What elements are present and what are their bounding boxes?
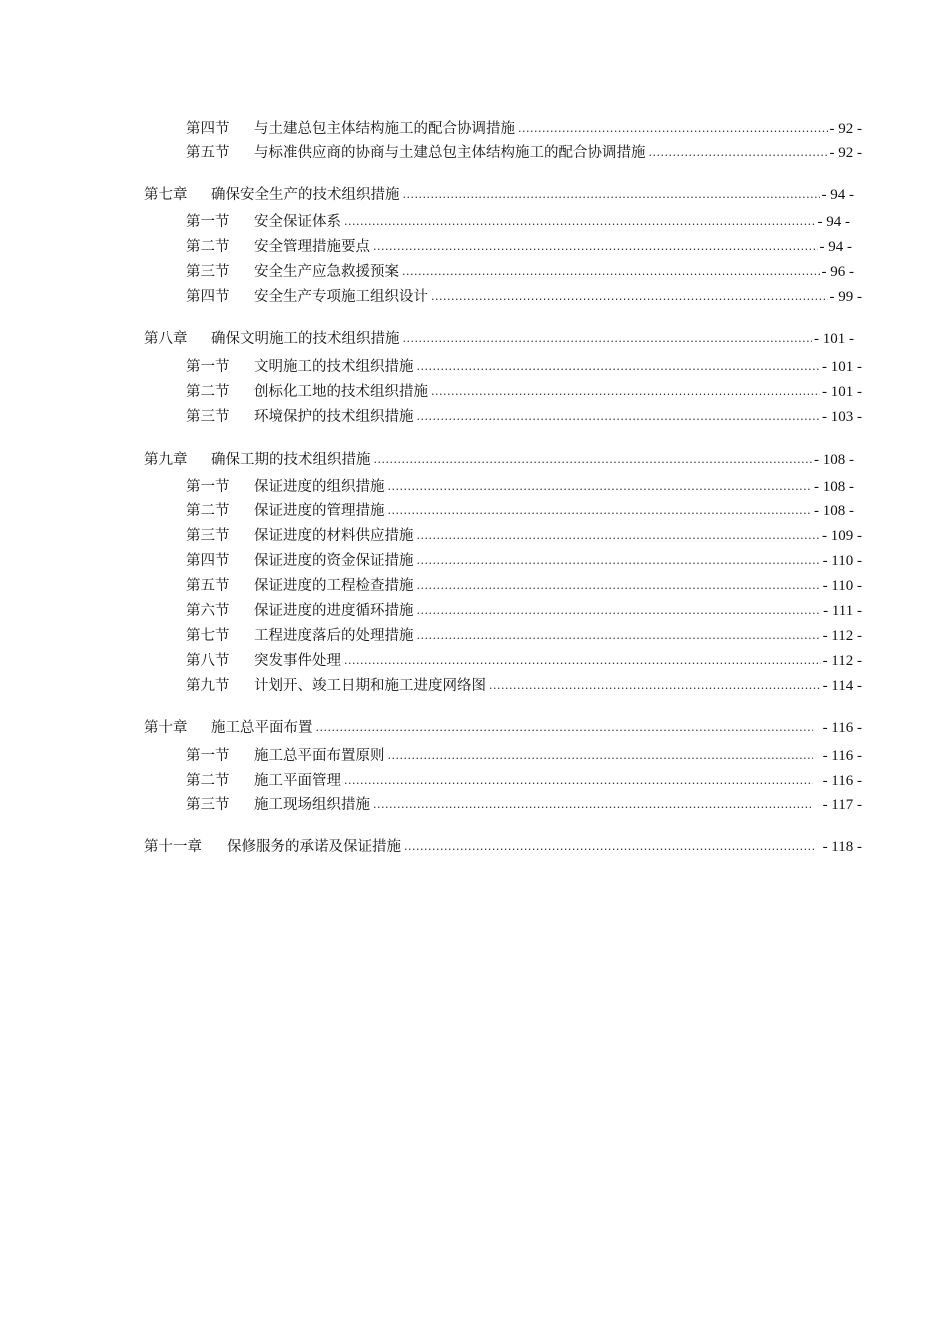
toc-entry-title: 环境保护的技术组织措施 bbox=[254, 409, 414, 425]
toc-dot-leader bbox=[373, 236, 818, 258]
toc-entry-page: - 112 - bbox=[822, 628, 862, 644]
toc-entry-section[interactable] bbox=[186, 286, 862, 308]
toc-dot-leader bbox=[316, 717, 813, 739]
toc-entry-number: 第三节 bbox=[186, 797, 230, 813]
toc-entry-number: 第一节 bbox=[186, 359, 230, 375]
toc-entry-number: 第八节 bbox=[186, 653, 230, 669]
toc-entry-title: 计划开、竣工日期和施工进度网络图 bbox=[254, 678, 486, 694]
toc-dot-leader bbox=[649, 142, 828, 164]
toc-entry-number: 第二节 bbox=[186, 773, 230, 789]
toc-dot-leader bbox=[518, 118, 828, 140]
toc-entry-number: 第八章 bbox=[144, 331, 188, 347]
toc-entry-page: - 108 - bbox=[814, 503, 854, 519]
toc-entry-section[interactable] bbox=[186, 142, 862, 164]
toc-dot-leader bbox=[344, 211, 816, 233]
toc-entry-number: 第六节 bbox=[186, 603, 230, 619]
toc-dot-leader bbox=[417, 406, 821, 428]
toc-entry-section[interactable] bbox=[186, 211, 850, 233]
toc-entry-number: 第九节 bbox=[186, 678, 230, 694]
toc-dot-leader bbox=[431, 381, 820, 403]
toc-entry-page: - 111 - bbox=[823, 603, 862, 619]
toc-entry-title: 确保安全生产的技术组织措施 bbox=[211, 187, 400, 203]
toc-dot-leader bbox=[417, 575, 821, 597]
toc-entry-title: 保证进度的工程检查措施 bbox=[254, 578, 414, 594]
toc-entry-title: 创标化工地的技术组织措施 bbox=[254, 384, 428, 400]
toc-entry-title: 保证进度的材料供应措施 bbox=[254, 528, 414, 544]
toc-dot-leader bbox=[388, 500, 813, 522]
toc-entry-number: 第二节 bbox=[186, 384, 230, 400]
toc-entry-page: - 110 - bbox=[822, 578, 862, 594]
toc-entry-number: 第一节 bbox=[186, 214, 230, 230]
toc-entry-title: 安全管理措施要点 bbox=[254, 239, 370, 255]
toc-entry-title: 保证进度的组织措施 bbox=[254, 479, 385, 495]
toc-dot-leader bbox=[388, 476, 813, 498]
toc-entry-page: - 108 - bbox=[814, 479, 854, 495]
toc-entry-number: 第四节 bbox=[186, 121, 230, 137]
toc-entry-title: 保证进度的资金保证措施 bbox=[254, 553, 414, 569]
toc-dot-leader bbox=[388, 745, 813, 767]
toc-dot-leader bbox=[431, 286, 828, 308]
toc-entry-chapter[interactable] bbox=[144, 449, 854, 471]
toc-entry-section[interactable] bbox=[186, 550, 862, 572]
toc-dot-leader bbox=[344, 770, 813, 792]
toc-entry-section[interactable] bbox=[186, 236, 852, 258]
toc-entry-section[interactable] bbox=[186, 500, 854, 522]
toc-entry-title: 安全生产应急救援预案 bbox=[254, 264, 399, 280]
toc-entry-number: 第五节 bbox=[186, 145, 230, 161]
toc-dot-leader bbox=[403, 328, 813, 350]
toc-entry-number: 第七节 bbox=[186, 628, 230, 644]
toc-entry-title: 确保文明施工的技术组织措施 bbox=[211, 331, 400, 347]
toc-entry-chapter[interactable] bbox=[144, 328, 854, 350]
toc-dot-leader bbox=[402, 261, 820, 283]
toc-entry-page: - 101 - bbox=[822, 384, 862, 400]
toc-dot-leader bbox=[417, 356, 821, 378]
toc-entry-page: - 103 - bbox=[822, 409, 862, 425]
toc-dot-leader bbox=[374, 449, 813, 471]
toc-entry-section[interactable] bbox=[186, 600, 862, 622]
toc-entry-page: - 118 - bbox=[822, 839, 862, 855]
toc-entry-number: 第四节 bbox=[186, 553, 230, 569]
toc-entry-number: 第二节 bbox=[186, 503, 230, 519]
toc-entry-title: 保修服务的承诺及保证措施 bbox=[227, 839, 401, 855]
toc-entry-section[interactable] bbox=[186, 745, 862, 767]
toc-entry-number: 第十一章 bbox=[144, 839, 202, 855]
toc-entry-chapter[interactable] bbox=[144, 836, 862, 858]
toc-entry-number: 第十章 bbox=[144, 720, 188, 736]
toc-entry-page: - 101 - bbox=[814, 331, 854, 347]
toc-entry-section[interactable] bbox=[186, 525, 862, 547]
toc-entry-title: 突发事件处理 bbox=[254, 653, 341, 669]
toc-entry-title: 工程进度落后的处理措施 bbox=[254, 628, 414, 644]
toc-entry-number: 第九章 bbox=[144, 452, 188, 468]
toc-entry-page: - 109 - bbox=[822, 528, 862, 544]
toc-entry-page: - 96 - bbox=[821, 264, 854, 280]
toc-entry-title: 保证进度的管理措施 bbox=[254, 503, 385, 519]
toc-entry-number: 第四节 bbox=[186, 289, 230, 305]
toc-dot-leader bbox=[404, 836, 815, 858]
toc-dot-leader bbox=[417, 600, 822, 622]
toc-entry-title: 施工总平面布置原则 bbox=[254, 748, 385, 764]
toc-entry-page: - 117 - bbox=[822, 797, 862, 813]
toc-entry-section[interactable] bbox=[186, 476, 854, 498]
toc-entry-section[interactable] bbox=[186, 770, 862, 792]
toc-dot-leader bbox=[417, 525, 821, 547]
toc-entry-page: - 116 - bbox=[822, 773, 862, 789]
toc-entry-page: - 94 - bbox=[817, 214, 850, 230]
toc-entry-number: 第五节 bbox=[186, 578, 230, 594]
toc-entry-page: - 110 - bbox=[822, 553, 862, 569]
toc-entry-section[interactable] bbox=[186, 575, 862, 597]
toc-entry-section[interactable] bbox=[186, 794, 862, 816]
toc-entry-number: 第一节 bbox=[186, 479, 230, 495]
toc-entry-page: - 101 - bbox=[822, 359, 862, 375]
toc-entry-page: - 112 - bbox=[822, 653, 862, 669]
toc-entry-number: 第一节 bbox=[186, 748, 230, 764]
toc-entry-number: 第二节 bbox=[186, 239, 230, 255]
toc-dot-leader bbox=[344, 650, 821, 672]
toc-entry-title: 与标准供应商的协商与土建总包主体结构施工的配合协调措施 bbox=[254, 145, 646, 161]
toc-dot-leader bbox=[417, 550, 821, 572]
toc-entry-title: 保证进度的进度循环措施 bbox=[254, 603, 414, 619]
toc-entry-section[interactable] bbox=[186, 406, 862, 428]
toc-entry-page: - 94 - bbox=[819, 239, 852, 255]
toc-dot-leader bbox=[417, 625, 821, 647]
toc-entry-title: 文明施工的技术组织措施 bbox=[254, 359, 414, 375]
toc-entry-title: 安全生产专项施工组织设计 bbox=[254, 289, 428, 305]
toc-entry-page: - 114 - bbox=[822, 678, 862, 694]
toc-entry-number: 第三节 bbox=[186, 528, 230, 544]
toc-entry-page: - 94 - bbox=[821, 187, 854, 203]
toc-entry-section[interactable] bbox=[186, 675, 862, 697]
toc-entry-title: 施工平面管理 bbox=[254, 773, 341, 789]
toc-entry-section[interactable] bbox=[186, 261, 854, 283]
toc-entry-title: 施工总平面布置 bbox=[211, 720, 313, 736]
toc-entry-chapter[interactable] bbox=[144, 184, 854, 206]
toc-entry-section[interactable] bbox=[186, 625, 862, 647]
toc-entry-number: 第三节 bbox=[186, 264, 230, 280]
toc-entry-page: - 116 - bbox=[822, 720, 862, 736]
toc-dot-leader bbox=[403, 184, 820, 206]
toc-entry-page: - 116 - bbox=[822, 748, 862, 764]
toc-entry-number: 第三节 bbox=[186, 409, 230, 425]
toc-entry-title: 施工现场组织措施 bbox=[254, 797, 370, 813]
toc-entry-section[interactable] bbox=[186, 381, 862, 403]
toc-entry-page: - 99 - bbox=[829, 289, 862, 305]
toc-entry-page: - 108 - bbox=[814, 452, 854, 468]
toc-entry-chapter[interactable] bbox=[144, 717, 862, 739]
toc-entry-page: - 92 - bbox=[829, 145, 862, 161]
toc-entry-section[interactable] bbox=[186, 356, 862, 378]
toc-entry-title: 安全保证体系 bbox=[254, 214, 341, 230]
toc-entry-title: 与土建总包主体结构施工的配合协调措施 bbox=[254, 121, 515, 137]
toc-dot-leader bbox=[489, 675, 821, 697]
toc-entry-section[interactable] bbox=[186, 118, 862, 140]
toc-entry-section[interactable] bbox=[186, 650, 862, 672]
toc-entry-page: - 92 - bbox=[829, 121, 862, 137]
toc-entry-number: 第七章 bbox=[144, 187, 188, 203]
toc-entry-title: 确保工期的技术组织措施 bbox=[211, 452, 371, 468]
toc-dot-leader bbox=[373, 794, 813, 816]
